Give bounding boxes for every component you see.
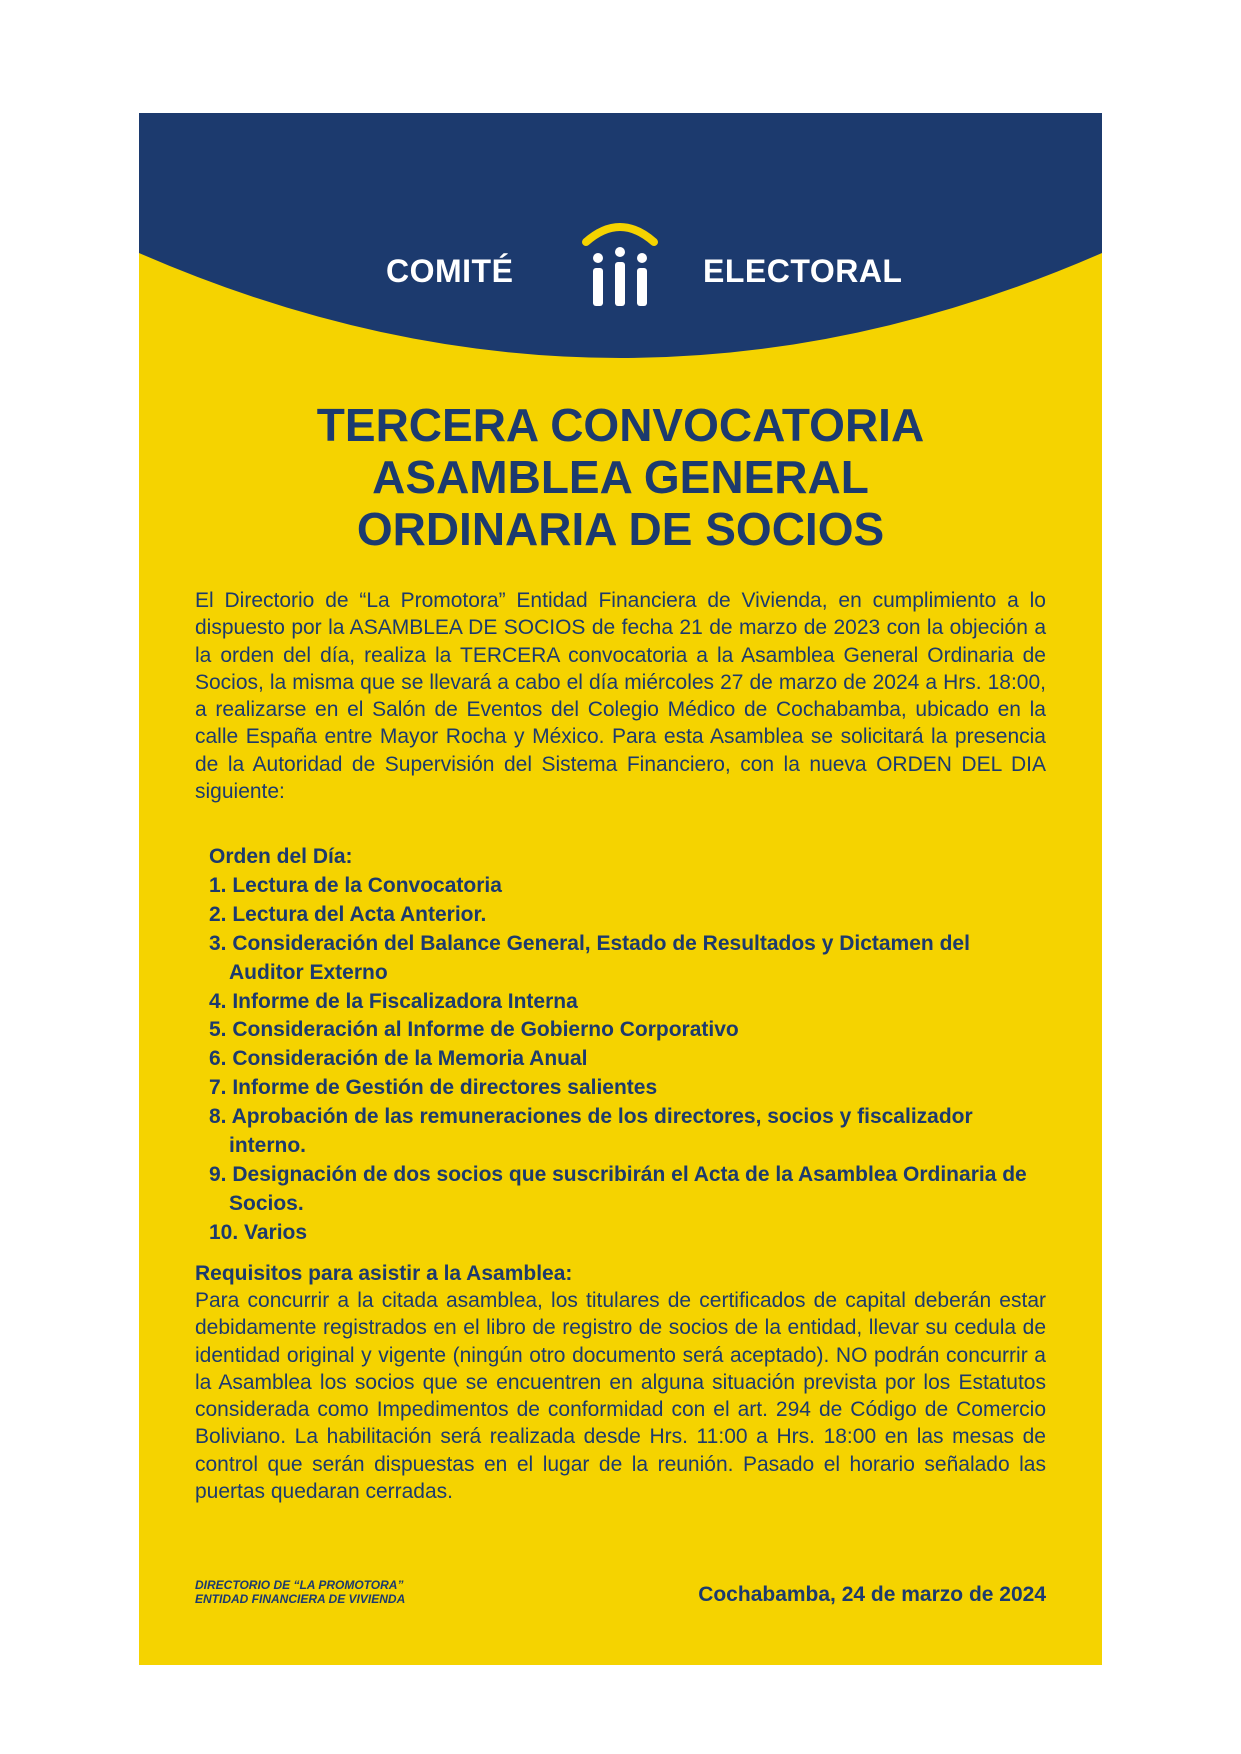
title-line-2: ASAMBLEA GENERAL <box>372 451 869 503</box>
agenda-item: 6. Consideración de la Memoria Anual <box>209 1047 588 1071</box>
header-comite-label: COMITÉ <box>386 253 514 289</box>
agenda-item: 3. Consideración del Balance General, Estado de Resultados y Dictamen del Auditor Externo <box>209 931 970 984</box>
agenda-heading: Orden del Día: <box>209 845 353 868</box>
agenda-item: 8. Aprobación de las remuneraciones de los directores, socios y fiscalizador interno. <box>209 1105 973 1158</box>
agenda-item: 4. Informe de la Fiscalizadora Interna <box>209 989 578 1013</box>
requirements-heading: Requisitos para asistir a la Asamblea: <box>195 1262 573 1285</box>
agenda-item: 7. Informe de Gestión de directores salientes <box>209 1076 658 1100</box>
footer-org-line-2: ENTIDAD FINANCIERA DE VIVIENDA <box>195 1592 406 1606</box>
agenda-list <box>209 843 1039 1248</box>
footer-date: Cochabamba, 24 de marzo de 2024 <box>698 1583 1046 1606</box>
agenda-item: 2. Lectura del Acta Anterior. <box>209 902 487 926</box>
page-title <box>139 399 1102 555</box>
requirements-paragraph: Para concurrir a la citada asamblea, los titulares de certificados de capital deberán estar debidamente registrados en el libro de registro de socios de la entidad, llevar su cedula de identidad original y vigente (ningún otro documento será aceptado). NO podrán concurrir a la Asamblea los socios que se encuentren en alguna situación prevista por los Estatutos considerada como Impedimentos de conformidad con el art. 294 de Código de Comercio Boliviano. La habilitación será realizada desde Hrs. 11:00 a Hrs. 18:00 en las mesas de control que serán dispuestas en el lugar de la reunión. Pasado el horario señalado las puertas quedaran cerradas. <box>195 1289 1046 1504</box>
footer-organization <box>195 1578 405 1606</box>
intro-paragraph: El Directorio de “La Promotora” Entidad Financiera de Vivienda, en cumplimiento a lo dispuesto por la ASAMBLEA DE SOCIOS de fecha 21 de marzo de 2023 con la objeción a la orden del día, realiza la TERCERA convocatoria a la Asamblea General Ordinaria de Socios, la misma que se llevará a cabo el día miércoles 27 de marzo de 2024 a Hrs. 18:00, a realizarse en el Salón de Eventos del Colegio Médico de Cochabamba, ubicado en la calle España entre Mayor Rocha y México. Para esta Asamblea se solicitará la presencia de la Autoridad de Supervisión del Sistema Financiero, con la nueva ORDEN DEL DIA siguiente: <box>195 589 1046 804</box>
agenda-item: 10. Varios <box>209 1220 308 1244</box>
title-line-1: TERCERA CONVOCATORIA <box>316 399 925 451</box>
poster <box>139 113 1102 1665</box>
footer-org-line-1: DIRECTORIO DE “LA PROMOTORA” <box>195 1578 404 1592</box>
agenda-item: 9. Designación de dos socios que suscribirán el Acta de la Asamblea Ordinaria de Socios. <box>209 1162 1027 1215</box>
agenda-item: 5. Consideración al Informe de Gobierno Corporativo <box>209 1018 739 1042</box>
title-line-3: ORDINARIA DE SOCIOS <box>356 503 885 555</box>
agenda-item: 1. Lectura de la Convocatoria <box>209 873 502 897</box>
header-electoral-label: ELECTORAL <box>703 253 903 289</box>
promotora-house-icon <box>582 218 658 310</box>
